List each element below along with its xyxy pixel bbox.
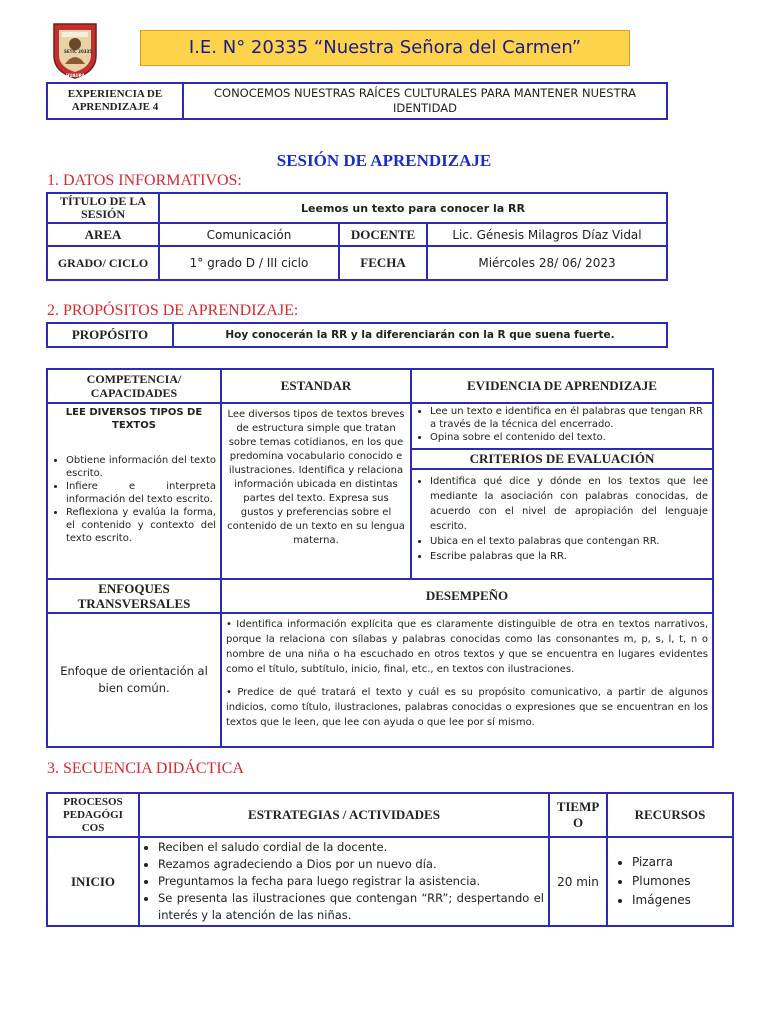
activity-item: • Rezamos agradeciendo a Dios por un nuevo día.	[158, 856, 544, 873]
tiempo-header: TIEMP O	[549, 793, 607, 837]
capacidad-item: • Obtiene información del texto escrito.	[66, 454, 216, 480]
datos-table	[46, 192, 668, 281]
desempeno-header: DESEMPEÑO	[221, 579, 713, 613]
experience-label: EXPERIENCIA DE APRENDIZAJE 4	[47, 83, 183, 119]
logo-subcaption: HUAURA	[66, 73, 85, 78]
docente-value: Lic. Génesis Milagros Díaz Vidal	[427, 223, 667, 246]
recursos-header: RECURSOS	[607, 793, 733, 837]
evidencia-item: • Opina sobre el contenido del texto.	[430, 431, 708, 444]
competencia-header: COMPETENCIA/ CAPACIDADES	[47, 369, 221, 403]
docente-label: DOCENTE	[339, 223, 427, 246]
experience-title: CONOCEMOS NUESTRAS RAÍCES CULTURALES PARA MANTENER NUESTRA IDENTIDAD	[183, 83, 667, 119]
recurso-item: • Imágenes	[632, 891, 728, 910]
capacidad-item: • Infiere e interpreta información del texto escrito.	[66, 480, 216, 506]
secuencia-table	[46, 792, 734, 927]
criterios-header: CRITERIOS DE EVALUACIÓN	[411, 449, 713, 469]
estandar-text: Lee diversos tipos de textos breves de estructura simple que tratan sobre temas cotidianos, en los que predomina vocabulario conocido e ilustraciones. Identifica y relaciona información ubicada en distintas partes del texto. Expresa sus gustos y preferencias sobre el contenido de un texto en su lengua materna.	[221, 403, 411, 579]
criterio-item: • Escribe palabras que la RR.	[430, 549, 708, 564]
competencia-title: LEE DIVERSOS TIPOS DE TEXTOS	[65, 407, 203, 431]
criterio-item: • Ubica en el texto palabras que contengan RR.	[430, 534, 708, 549]
grado-value: 1° grado D / III ciclo	[159, 246, 339, 280]
evidencia-header: EVIDENCIA DE APRENDIZAJE	[411, 369, 713, 403]
activity-item: • Preguntamos la fecha para luego registrar la asistencia.	[158, 873, 544, 890]
activity-item: • Se presenta las ilustraciones que contengan “RR”; despertando el interés y la atención de las niñas.	[158, 890, 544, 924]
proposito-value: Hoy conocerán la RR y la diferenciarán con la R que suena fuerte.	[173, 323, 667, 347]
proposito-table	[46, 322, 668, 348]
fecha-value: Miércoles 28/ 06/ 2023	[427, 246, 667, 280]
evidencia-list	[416, 405, 708, 444]
grado-label: GRADO/ CICLO	[47, 246, 159, 280]
evidencia-item: • Lee un texto e identifica en él palabras que tengan RR a través de la técnica del encerrado.	[430, 405, 708, 431]
desempeno-1: • Identifica información explícita que es claramente distinguible de otra en textos narrativos, porque la relaciona con sílabas y palabras conocidas como las consonantes m, p, s, l, t, n o nombre de una niña o ha escuchado en otros textos y que se encuentra en lugares evidentes como el título, subtítulo, inicio, final, etc., en textos con ilustraciones.	[226, 619, 708, 675]
school-title: I.E. N° 20335 “Nuestra Señora del Carmen”	[188, 37, 582, 58]
proposito-label: PROPÓSITO	[47, 323, 173, 347]
criterios-list	[416, 474, 708, 564]
school-title-box	[140, 30, 630, 66]
capacidades-list	[52, 454, 216, 545]
enfoques-header: ENFOQUES TRANSVERSALES	[47, 579, 221, 613]
section2-heading: 2. PROPÓSITOS DE APRENDIZAJE:	[47, 302, 299, 319]
desempeno-2: • Predice de qué tratará el texto y cuál es su propósito comunicativo, a partir de algunos indicios, como título, ilustraciones, palabras conocidas o expresiones que se encuentran en los textos que le leen, que lee con ayuda o que lee por sí mismo.	[226, 687, 708, 728]
criterios-cell	[411, 469, 713, 579]
estrategias-header: ESTRATEGIAS / ACTIVIDADES	[139, 793, 549, 837]
competencia-cell	[47, 403, 221, 579]
section1-heading: 1. DATOS INFORMATIVOS:	[47, 172, 242, 189]
procesos-header: PROCESOS PEDAGÓGI COS	[47, 793, 139, 837]
inicio-activities-cell	[139, 837, 549, 926]
titulo-value: Leemos un texto para conocer la RR	[159, 193, 667, 223]
fecha-label: FECHA	[339, 246, 427, 280]
area-value: Comunicación	[159, 223, 339, 246]
desempeno-cell	[221, 613, 713, 747]
recurso-item: • Plumones	[632, 872, 728, 891]
experience-table	[46, 82, 668, 120]
recurso-item: • Pizarra	[632, 853, 728, 872]
area-label: AREA	[47, 223, 159, 246]
evidencia-cell	[411, 403, 713, 449]
section3-heading: 3. SECUENCIA DIDÁCTICA	[47, 760, 244, 777]
enfoque-value: Enfoque de orientación al bien común.	[47, 613, 221, 747]
logo-caption: SETIC 20335	[64, 49, 93, 54]
capacidad-item: • Reflexiona y evalúa la forma, el contenido y contexto del texto escrito.	[66, 506, 216, 545]
inicio-tiempo: 20 min	[549, 837, 607, 926]
school-logo	[50, 22, 100, 80]
session-heading: SESIÓN DE APRENDIZAJE	[276, 151, 492, 170]
activity-item: • Reciben el saludo cordial de la docente.	[158, 839, 544, 856]
competencia-table	[46, 368, 714, 748]
inicio-activities-list	[144, 839, 544, 924]
titulo-label: TÍTULO DE LA SESIÓN	[47, 193, 159, 223]
inicio-label: INICIO	[47, 837, 139, 926]
criterio-item: • Identifica qué dice y dónde en los textos que lee mediante la asociación con palabras conocidas, de acuerdo con el nivel de apropiación del lenguaje escrito.	[430, 474, 708, 534]
estandar-header: ESTANDAR	[221, 369, 411, 403]
inicio-recursos-cell	[607, 837, 733, 926]
recursos-list	[616, 853, 728, 910]
